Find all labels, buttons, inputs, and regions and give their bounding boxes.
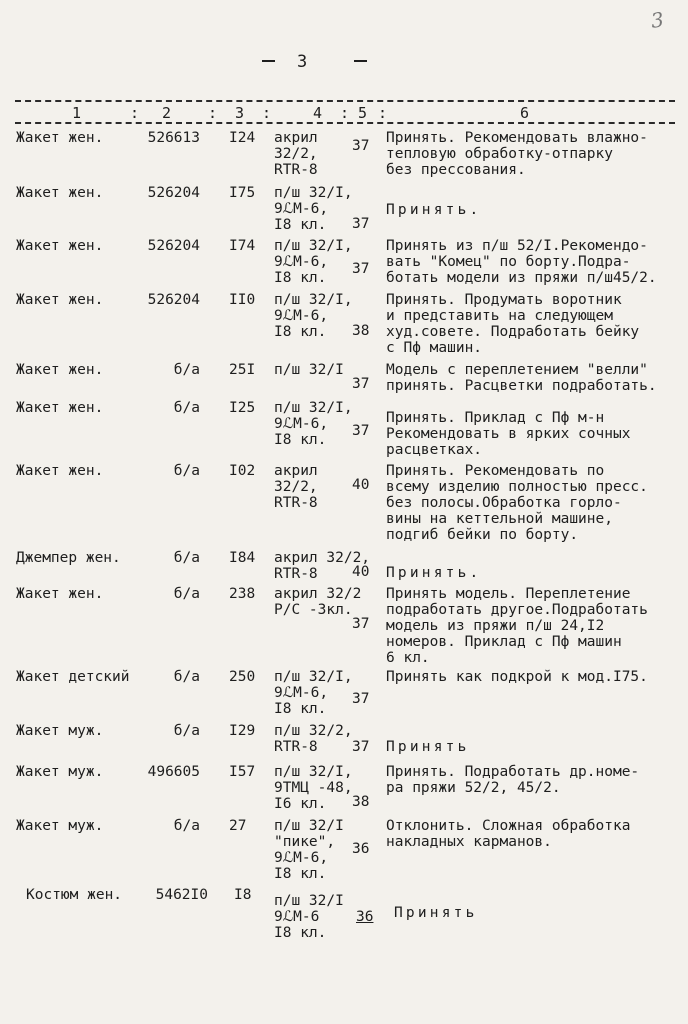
item-score: 37 bbox=[352, 216, 370, 232]
item-score: 36 bbox=[352, 841, 370, 857]
item-score: 37 bbox=[352, 739, 370, 755]
item-number: б/а bbox=[173, 463, 200, 479]
item-count: I74 bbox=[229, 238, 256, 254]
item-name: Костюм жен. bbox=[26, 887, 123, 903]
item-score: 38 bbox=[352, 323, 370, 339]
item-count: I75 bbox=[229, 185, 256, 201]
item-number: 526204 bbox=[147, 238, 200, 254]
item-material: акрил 32/2, RTR-8 bbox=[274, 130, 318, 178]
item-count: I57 bbox=[229, 764, 256, 780]
column-separator: : bbox=[130, 104, 140, 122]
item-decision: Принять модель. Переплетение подработать другое.Подработать модель из пряжи п/ш 24,I2 номеров. Приклад с Пф машин 6 кл. bbox=[386, 586, 648, 666]
item-name: Жакет жен. bbox=[16, 238, 104, 254]
item-number: 5462I0 bbox=[155, 887, 208, 903]
item-material: п/ш 32/I, 9ℒM-6, I8 кл. bbox=[274, 292, 353, 340]
item-name: Жакет детский bbox=[16, 669, 130, 685]
column-header-5: 5 bbox=[358, 104, 368, 122]
column-header-1: 1 bbox=[72, 104, 82, 122]
item-name: Жакет жен. bbox=[16, 400, 104, 416]
item-decision: Принять. Продумать воротник и представить на следующем худ.совете. Подработать бейку с Пф машин. bbox=[386, 292, 640, 356]
item-decision: Принять. bbox=[386, 565, 482, 581]
item-score: 37 bbox=[352, 616, 370, 632]
item-number: б/а bbox=[173, 586, 200, 602]
item-decision: Принять из п/ш 52/I.Рекомендо- вать "Комец" по борту.Подра- ботать модели из пряжи п/ш45/2. bbox=[386, 238, 657, 286]
item-material: п/ш 32/I, 9ТМЦ -48, I6 кл. bbox=[274, 764, 353, 812]
item-count: I25 bbox=[229, 400, 256, 416]
page-number-dash-left bbox=[262, 60, 275, 62]
item-count: I8 bbox=[234, 887, 252, 903]
item-material: п/ш 32/I 9ℒM-6 I8 кл. bbox=[274, 893, 344, 941]
item-material: п/ш 32/I, 9ℒM-6, I8 кл. bbox=[274, 238, 353, 286]
item-score: 40 bbox=[352, 477, 370, 493]
page-number-dash-right bbox=[354, 60, 367, 62]
item-number: б/а bbox=[173, 362, 200, 378]
item-score: 37 bbox=[352, 423, 370, 439]
item-material: п/ш 32/I, 9ℒM-6, I8 кл. bbox=[274, 185, 353, 233]
item-material: акрил 32/2, RTR-8 bbox=[274, 463, 318, 511]
column-separator: : bbox=[340, 104, 350, 122]
column-separator: : bbox=[378, 104, 388, 122]
item-decision: Принять. Подработать др.номе- ра пряжи 52/2, 45/2. bbox=[386, 764, 640, 796]
item-name: Жакет муж. bbox=[16, 818, 104, 834]
item-decision: Принять bbox=[394, 905, 478, 921]
handwritten-page-mark: 3 bbox=[649, 7, 666, 33]
page-number: 3 bbox=[297, 52, 310, 72]
item-count: II0 bbox=[229, 292, 256, 308]
header-rule-bottom bbox=[15, 122, 675, 124]
column-header-2: 2 bbox=[162, 104, 172, 122]
item-name: Жакет муж. bbox=[16, 723, 104, 739]
item-name: Жакет жен. bbox=[16, 292, 104, 308]
item-name: Джемпер жен. bbox=[16, 550, 121, 566]
item-decision: Принять. Рекомендовать по всему изделию полностью пресс. без полосы.Обработка горло- вины на кеттельной машине, подгиб бейки по борту. bbox=[386, 463, 648, 543]
item-material: акрил 32/2 P/C -3кл. bbox=[274, 586, 362, 618]
item-number: 526204 bbox=[147, 292, 200, 308]
item-decision: Принять. Приклад с Пф м-н Рекомендовать в ярких сочных расцветках. bbox=[386, 410, 631, 458]
item-count: 238 bbox=[229, 586, 256, 602]
item-score: 37 bbox=[352, 691, 370, 707]
item-number: б/а bbox=[173, 723, 200, 739]
item-count: 27 bbox=[229, 818, 247, 834]
item-score: 36 bbox=[356, 909, 374, 925]
item-decision: Отклонить. Сложная обработка накладных карманов. bbox=[386, 818, 631, 850]
item-count: I29 bbox=[229, 723, 256, 739]
item-number: 496605 bbox=[147, 764, 200, 780]
item-number: 526613 bbox=[147, 130, 200, 146]
item-number: б/а bbox=[173, 550, 200, 566]
item-decision: Принять. bbox=[386, 202, 482, 218]
item-decision: Принять bbox=[386, 739, 470, 755]
item-name: Жакет жен. bbox=[16, 362, 104, 378]
item-decision: Принять как подкрой к мод.I75. bbox=[386, 669, 648, 685]
item-score: 37 bbox=[352, 261, 370, 277]
item-decision: Принять. Рекомендовать влажно- тепловую обработку-отпарку без прессования. bbox=[386, 130, 648, 178]
item-material: п/ш 32/I, 9ℒM-6, I8 кл. bbox=[274, 669, 353, 717]
item-name: Жакет жен. bbox=[16, 130, 104, 146]
item-score: 38 bbox=[352, 794, 370, 810]
item-name: Жакет муж. bbox=[16, 764, 104, 780]
column-separator: : bbox=[208, 104, 218, 122]
item-score: 40 bbox=[352, 564, 370, 580]
column-header-3: 3 bbox=[235, 104, 245, 122]
item-number: б/а bbox=[173, 669, 200, 685]
item-count: I84 bbox=[229, 550, 256, 566]
header-rule-top bbox=[15, 100, 675, 102]
item-score: 37 bbox=[352, 138, 370, 154]
item-name: Жакет жен. bbox=[16, 586, 104, 602]
item-decision: Модель с переплетением "велли" принять. Расцветки подработать. bbox=[386, 362, 657, 394]
item-material: п/ш 32/I, 9ℒM-6, I8 кл. bbox=[274, 400, 353, 448]
item-material: п/ш 32/I "пике", 9ℒM-6, I8 кл. bbox=[274, 818, 344, 882]
item-number: б/а bbox=[173, 818, 200, 834]
item-material: п/ш 32/2, RTR-8 bbox=[274, 723, 353, 755]
item-material: акрил 32/2, RTR-8 bbox=[274, 550, 371, 582]
column-separator: : bbox=[262, 104, 272, 122]
item-material: п/ш 32/I bbox=[274, 362, 344, 378]
item-number: б/а bbox=[173, 400, 200, 416]
column-header-6: 6 bbox=[520, 104, 530, 122]
item-name: Жакет жен. bbox=[16, 185, 104, 201]
item-count: I24 bbox=[229, 130, 256, 146]
column-header-4: 4 bbox=[313, 104, 323, 122]
item-score: 37 bbox=[352, 376, 370, 392]
item-count: 25I bbox=[229, 362, 256, 378]
item-count: I02 bbox=[229, 463, 256, 479]
item-name: Жакет жен. bbox=[16, 463, 104, 479]
item-count: 250 bbox=[229, 669, 256, 685]
item-number: 526204 bbox=[147, 185, 200, 201]
